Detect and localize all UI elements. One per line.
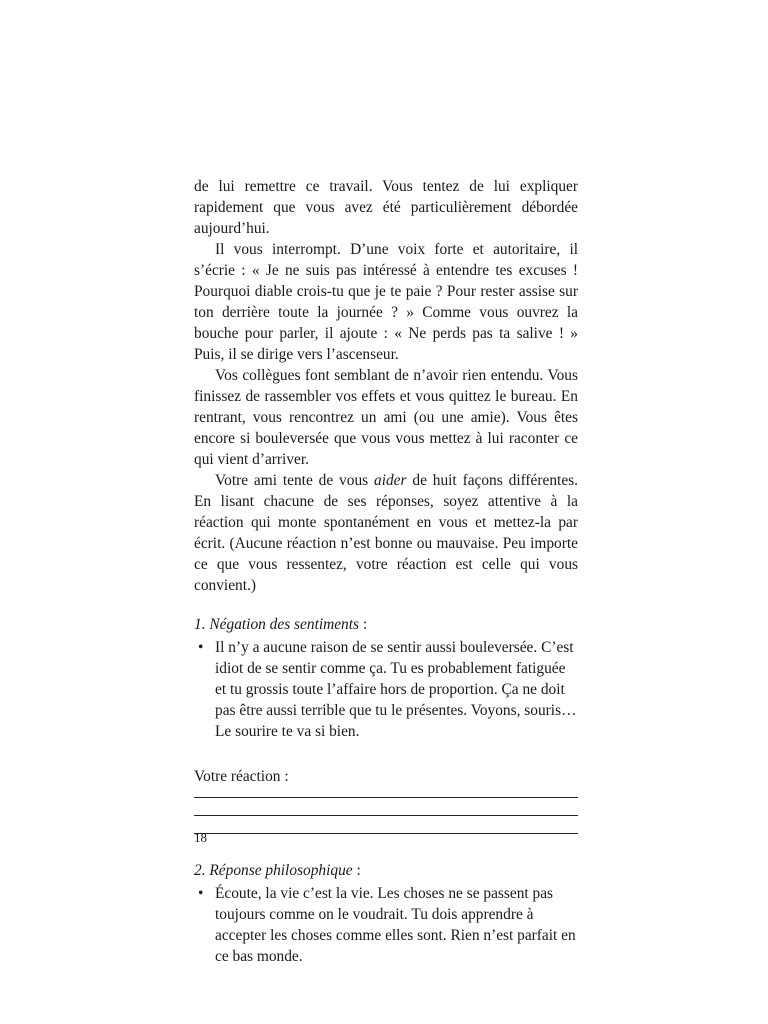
section-2-number: 2.	[194, 862, 206, 879]
section-1-text: Il n’y a aucune raison de se sentir aussi bouleversée. C’est idiot de se sentir comme ça. Tu es probablement fatiguée et tu grossis toute l’affaire hors de proportion. Ça ne doit pas être aussi terrible que tu le présentes. Voyons, souris… Le sourire te va si bien.	[215, 639, 577, 740]
paragraph-4-emphasis: aider	[374, 472, 407, 489]
paragraph-4	[194, 470, 578, 596]
section-2-suffix: :	[352, 862, 361, 879]
paragraph-3: Vos collègues font semblant de n’avoir rien entendu. Vous finissez de rassembler vos effets et vous quittez le bureau. En rentrant, vous rencontrez un ami (ou une amie). Vous êtes encore si bouleversée que vous vous mettez à lui raconter ce qui vient d’arriver.	[194, 367, 578, 468]
section-1-number: 1.	[194, 616, 206, 633]
section-2-text: Écoute, la vie c’est la vie. Les choses ne se passent pas toujours comme on le voudrait. Tu dois apprendre à accepter les choses comme elles sont. Rien n’est parfait en ce bas monde.	[215, 885, 576, 965]
section-1-heading	[194, 614, 578, 635]
answer-line-1	[194, 797, 578, 798]
section-1-title: Négation des sentiments	[209, 616, 360, 633]
answer-lines	[194, 797, 578, 834]
bullet-icon: •	[198, 639, 204, 656]
section-1-suffix: :	[359, 616, 368, 633]
paragraph-1: de lui remettre ce travail. Vous tentez de lui expliquer rapidement que vous avez été particulièrement débordée aujourd’hui.	[194, 178, 578, 237]
bullet-icon: •	[198, 885, 204, 902]
paragraph-4-before: Votre ami tente de vous	[215, 472, 374, 489]
section-2-heading	[194, 860, 578, 881]
answer-line-2	[194, 815, 578, 816]
book-page	[194, 176, 578, 967]
section-2-bullet	[194, 883, 578, 967]
paragraph-2: Il vous interrompt. D’une voix forte et autoritaire, il s’écrie : « Je ne suis pas intéressé à entendre tes excuses ! Pourquoi diable crois-tu que je te paie ? Pour rester assise sur ton derrière toute la journée ? » Comme vous ouvrez la bouche pour parler, il ajoute : « Ne perds pas ta salive ! » Puis, il se dirige vers l’ascenseur.	[194, 241, 578, 363]
answer-line-3	[194, 833, 578, 834]
section-1-bullet	[194, 637, 578, 742]
page-number: 18	[194, 830, 207, 845]
paragraph-4-after: de huit façons différentes. En lisant chacune de ses réponses, soyez attentive à la réaction qui monte spontanément en vous et mettez-la par écrit. (Aucune réaction n’est bonne ou mauvaise. Peu importe ce que vous ressentez, votre réaction est celle qui vous convient.)	[194, 472, 578, 594]
section-2-title: Réponse philosophique	[209, 862, 353, 879]
reaction-label: Votre réaction :	[194, 768, 289, 785]
